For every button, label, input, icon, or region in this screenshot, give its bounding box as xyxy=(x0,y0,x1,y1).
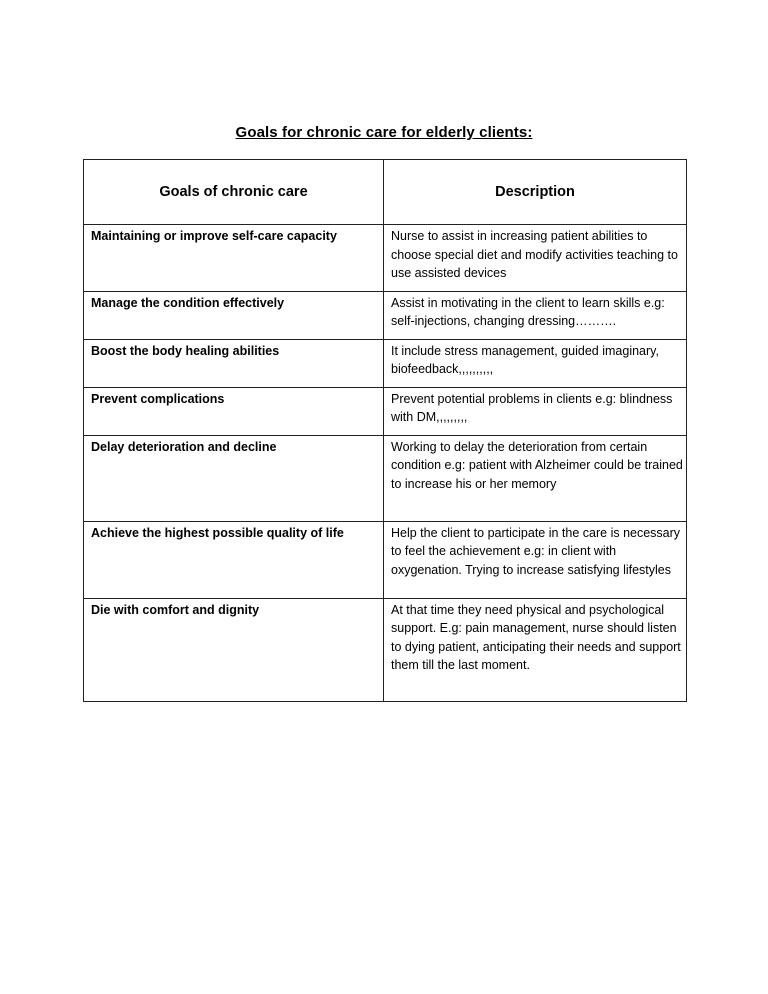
table-header-row xyxy=(84,160,687,225)
goal-cell: Delay deterioration and decline xyxy=(84,435,384,521)
goal-cell: Die with comfort and dignity xyxy=(84,598,384,701)
goal-cell: Achieve the highest possible quality of life xyxy=(84,521,384,598)
table-row xyxy=(84,435,687,521)
table-row xyxy=(84,225,687,292)
table-row xyxy=(84,291,687,339)
table-row xyxy=(84,387,687,435)
column-header-goal: Goals of chronic care xyxy=(84,160,384,225)
description-cell: At that time they need physical and psychological support. E.g: pain management, nurse should listen to dying patient, anticipating their needs and support them till the last moment. xyxy=(384,598,687,701)
description-cell: It include stress management, guided imaginary, biofeedback,,,,,,,,,, xyxy=(384,339,687,387)
table-row xyxy=(84,521,687,598)
description-cell: Nurse to assist in increasing patient abilities to choose special diet and modify activities teaching to use assisted devices xyxy=(384,225,687,292)
table-row xyxy=(84,339,687,387)
description-cell: Working to delay the deterioration from certain condition e.g: patient with Alzheimer could be trained to increase his or her memory xyxy=(384,435,687,521)
description-cell: Prevent potential problems in clients e.g: blindness with DM,,,,,,,,, xyxy=(384,387,687,435)
goal-cell: Maintaining or improve self-care capacity xyxy=(84,225,384,292)
goal-cell: Manage the condition effectively xyxy=(84,291,384,339)
description-cell: Assist in motivating in the client to learn skills e.g: self-injections, changing dressing………. xyxy=(384,291,687,339)
table-row xyxy=(84,598,687,701)
column-header-description: Description xyxy=(384,160,687,225)
page-title: Goals for chronic care for elderly clients: xyxy=(235,124,533,141)
goals-table xyxy=(83,159,687,702)
goal-cell: Prevent complications xyxy=(84,387,384,435)
goal-cell: Boost the body healing abilities xyxy=(84,339,384,387)
description-cell: Help the client to participate in the care is necessary to feel the achievement e.g: in client with oxygenation. Trying to increase satisfying lifestyles xyxy=(384,521,687,598)
